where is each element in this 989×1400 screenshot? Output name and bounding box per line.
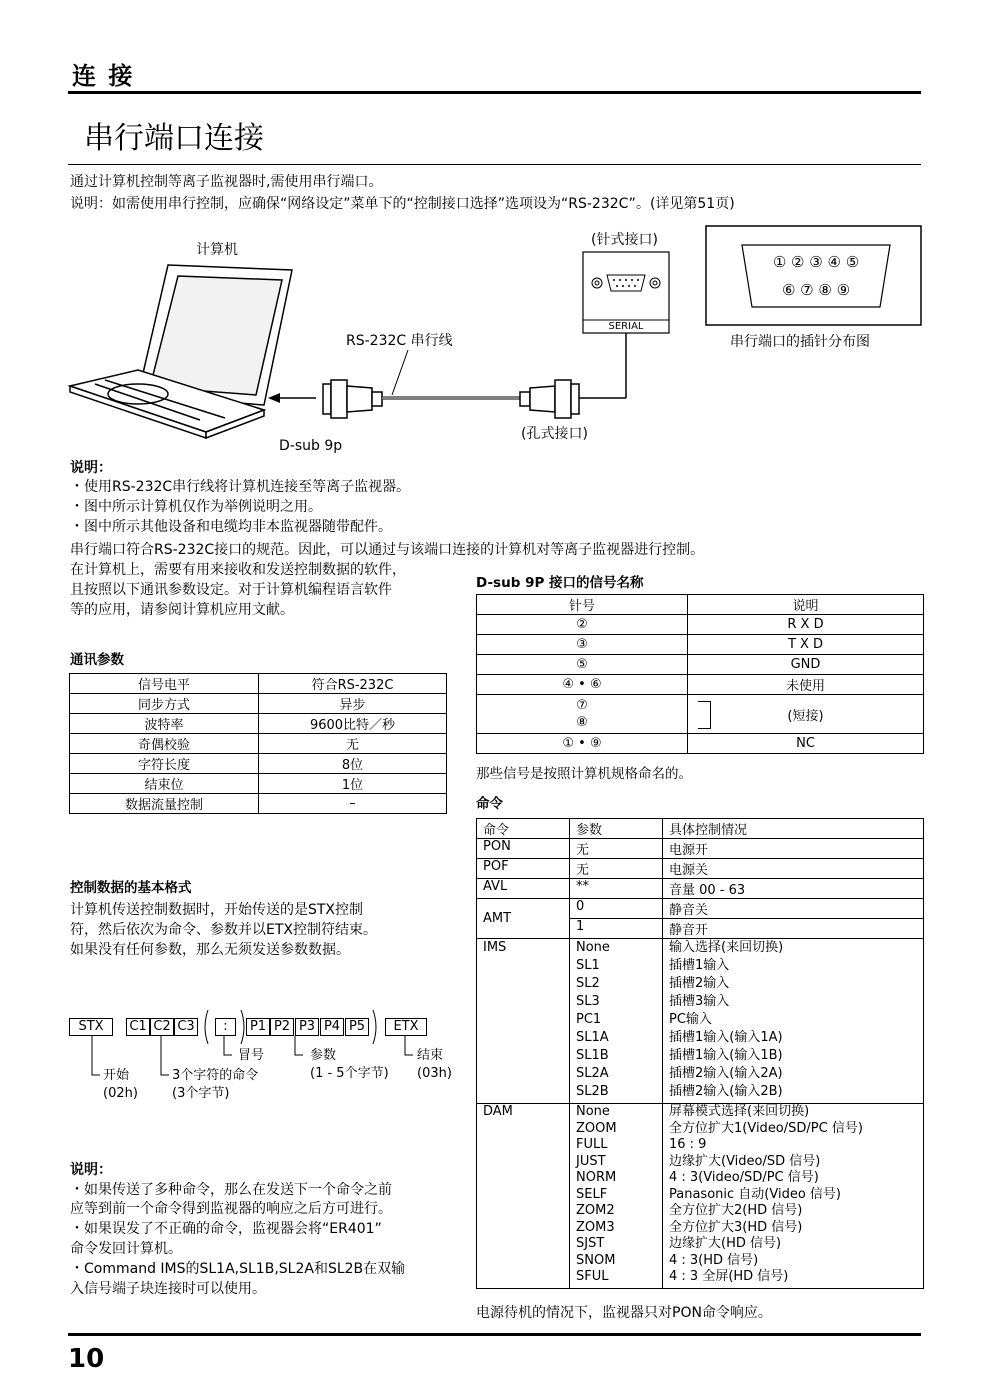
dsub-cell: GND [688,655,924,675]
ims-desc: 插槽2输入(输入2A) [669,1066,783,1081]
serial-label: SERIAL [608,321,644,332]
dam-desc: 屏幕模式选择(来回切换) [669,1104,810,1119]
dam-param: JUST [576,1153,606,1169]
ims-desc: 插槽2输入 [669,976,730,991]
dsub-note: 那些信号是按照计算机规格命名的。 [476,766,692,782]
cmd-header: 参数 [570,819,663,839]
ims-param: SL2A [576,1066,609,1081]
ims-param: SL2B [576,1084,609,1099]
ims-desc: 插槽1输入(输入1B) [669,1048,783,1063]
ims-desc: PC输入 [669,1012,712,1027]
pin-layout-caption: 串行端口的插针分布图 [730,334,870,350]
dam-param: ZOM2 [576,1203,615,1218]
format-text: 如果没有任何参数，那么无须发送参数数据。 [70,942,350,958]
dam-desc: 4 : 3(HD 信号) [669,1252,759,1268]
cmd-box: C3 [174,1018,198,1036]
dsub-header: 说明 [688,595,924,615]
cmd-cell: 0 [570,899,663,919]
cmd-cell: DAM [477,1104,570,1289]
notes1-heading: 说明： [70,460,112,476]
ims-param: PC1 [576,1012,602,1027]
param-sub: (1 - 5个字节) [310,1066,389,1081]
cmd-cell: 电源关 [663,859,924,879]
dam-desc: 边缘扩大(HD 信号) [669,1236,782,1251]
dam-desc: 4 : 3 全屏(HD 信号) [669,1269,789,1284]
cmd-cell: ** [570,879,663,899]
dam-param: NORM [576,1170,617,1185]
ims-desc: 插槽3输入 [669,994,730,1009]
dsub-cell: ① • ⑨ [477,734,688,754]
pin-port-label: (针式接口) [591,232,658,248]
cmd-header: 命令 [477,819,570,839]
cmd-cell: AMT [477,899,570,939]
stx-box: STX [69,1018,113,1036]
pins-row2: ⑥ ⑦ ⑧ ⑨ [781,281,851,299]
comm-cell: 1位 [259,774,447,794]
cmd-cell: IMS [477,939,570,1104]
notes2-item: ・Command IMS的SL1A,SL1B,SL2A和SL2B在双输 [70,1261,406,1277]
dsub-cell: R X D [688,615,924,635]
software-text: 且按照以下通讯参数设定。对于计算机编程语言软件 [70,582,392,598]
notes2-heading: 说明： [70,1162,112,1178]
dsub-cell: ④ • ⑥ [477,675,688,695]
param-box: P1 [246,1018,270,1036]
comm-cell: 符合RS-232C [259,674,447,694]
commands-footnote: 电源待机的情况下，监视器只对PON命令响应。 [476,1305,772,1321]
dam-param: SNOM [576,1252,616,1268]
dam-param: SJST [576,1236,605,1251]
dam-desc: Panasonic 自动(Video 信号) [669,1186,841,1202]
notes2-item: 命令发回计算机。 [70,1241,182,1257]
cmd-cell: 静音关 [663,899,924,919]
format-heading: 控制数据的基本格式 [70,880,192,896]
cmd-box: C1 [126,1018,150,1036]
dam-desc: 全方位扩大2(HD 信号) [669,1203,803,1218]
dam-param: FULL [576,1137,608,1152]
ims-desc: 插槽2输入(输入2B) [669,1084,783,1099]
dsub-cell: ⑤ [477,655,688,675]
dam-param: SELF [576,1186,608,1202]
pins-row1: ① ② ③ ④ ⑤ [772,253,860,271]
dam-desc: 边缘扩大(Video/SD 信号) [669,1153,821,1169]
commands-heading: 命令 [476,796,503,812]
comm-cell: 结束位 [70,774,259,794]
page-title: 串行端口连接 [84,121,264,156]
comm-heading: 通讯参数 [70,652,124,668]
comm-cell: 奇偶校验 [70,734,259,754]
ims-param: SL3 [576,994,600,1009]
dsub-cell: T X D [688,635,924,655]
cmd-box: C2 [150,1018,174,1036]
param-box: P3 [295,1018,319,1036]
cmd-cell: 无 [570,839,663,859]
end-label: 结束 [417,1048,444,1063]
dsub-pin: ⑧ [576,715,588,730]
start-label: 开始 [103,1068,130,1083]
dsub-cell: (短接) [688,695,924,734]
ims-desc: 插槽1输入(输入1A) [669,1030,783,1045]
dam-param: SFUL [576,1269,609,1284]
ims-param: SL1 [576,958,600,973]
end-code: (03h) [417,1066,452,1081]
notes2-item: 应等到前一个命令得到监视器的响应之后方可进行。 [70,1201,392,1217]
dsub-cell: ③ [477,635,688,655]
cmd-cell: 音量 00 - 63 [663,879,924,899]
dsub-header: 针号 [477,595,688,615]
notes1-item: ・图中所示其他设备和电缆均非本监视器随带配件。 [70,519,392,535]
param-box: P4 [320,1018,344,1036]
dam-param: ZOOM [576,1120,617,1136]
format-text: 计算机传送控制数据时，开始传送的是STX控制 [70,902,364,918]
notes2-item: 入信号端子块连接时可以使用。 [70,1281,266,1297]
cable-label: RS-232C 串行线 [346,333,453,349]
setting-note: 说明：如需使用串行控制，应确保“网络设定”菜单下的“控制接口选择”选项设为“RS-232C”。(详见第51页) [70,196,735,212]
etx-box: ETX [385,1018,427,1036]
dsub-cell: NC [688,734,924,754]
param-label: 参数 [310,1048,337,1063]
comm-cell: 9600比特／秒 [259,714,447,734]
dsub-heading: D-sub 9P 接口的信号名称 [476,575,644,591]
socket-label: (孔式接口) [521,426,588,442]
software-text: 等的应用，请参阅计算机应用文献。 [70,602,294,618]
dam-desc: 16 : 9 [669,1137,707,1152]
ims-param: SL2 [576,976,600,991]
dsub-label: D-sub 9p [279,438,343,454]
cmd-cell: 电源开 [663,839,924,859]
start-code: (02h) [103,1086,138,1101]
cmd-cell: 无 [570,859,663,879]
notes2-item: ・如果传送了多种命令，那么在发送下一个命令之前 [70,1182,392,1198]
cmd-cell: PON [477,839,570,859]
comm-cell: 同步方式 [70,694,259,714]
intro-text: 通过计算机控制等离子监视器时,需使用串行端口。 [70,174,383,190]
cmd-cell: POF [477,859,570,879]
dsub-pin: ⑦ [576,698,588,713]
spec-line: 串行端口符合RS-232C接口的规范。因此，可以通过与该端口连接的计算机对等离子监视器进行控制。 [70,542,705,558]
cmd-header: 具体控制情况 [663,819,924,839]
dam-desc: 全方位扩大3(HD 信号) [669,1219,803,1235]
format-text: 符，然后依次为命令、参数并以ETX控制符结束。 [70,922,377,938]
ims-desc: 输入选择(来回切换) [669,940,784,955]
dsub-cell: ② [477,615,688,635]
ims-param: None [576,940,610,955]
comm-cell: 8位 [259,754,447,774]
page-number: 10 [68,1344,105,1374]
cmd-label: 3个字符的命令 [172,1068,259,1083]
dam-param: None [576,1104,610,1119]
section-header: 连 接 [72,62,135,90]
comm-cell: 数据流量控制 [70,794,259,814]
comm-cell: 波特率 [70,714,259,734]
cmd-sub: (3个字节) [172,1086,230,1101]
comm-cell: – [259,794,447,814]
comm-cell: 信号电平 [70,674,259,694]
ims-desc: 插槽1输入 [669,958,730,973]
cmd-cell: 1 [570,919,663,939]
cmd-cell: AVL [477,879,570,899]
comm-cell: 字符长度 [70,754,259,774]
comm-cell: 异步 [259,694,447,714]
ims-param: SL1B [576,1048,609,1063]
notes1-item: ・图中所示计算机仅作为举例说明之用。 [70,499,322,515]
dam-desc: 4 : 3(Video/SD/PC 信号) [669,1170,819,1185]
dam-desc: 全方位扩大1(Video/SD/PC 信号) [669,1120,863,1136]
comm-cell: 无 [259,734,447,754]
footer-rule [68,1333,921,1336]
colon-box: : [215,1018,236,1036]
colon-label: 冒号 [238,1048,265,1063]
ims-param: SL1A [576,1030,609,1045]
param-box: P2 [270,1018,294,1036]
dam-param: ZOM3 [576,1219,615,1235]
notes1-item: ・使用RS-232C串行线将计算机连接至等离子监视器。 [70,479,411,495]
cmd-cell: 静音开 [663,919,924,939]
computer-label: 计算机 [196,242,238,258]
software-text: 在计算机上，需要有用来接收和发送控制数据的软件， [70,562,406,578]
param-box: P5 [345,1018,369,1036]
notes2-item: ・如果误发了不正确的命令，监视器会将“ER401” [70,1221,382,1237]
dsub-cell: 未使用 [688,675,924,695]
